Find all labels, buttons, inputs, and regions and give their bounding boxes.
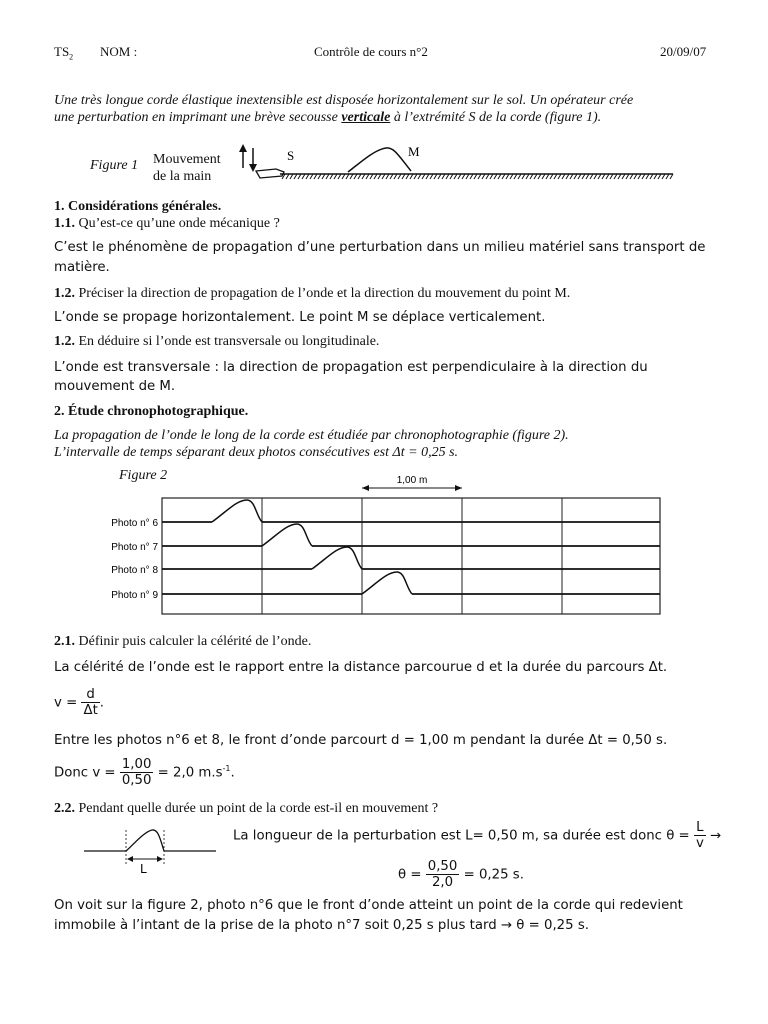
a21-definition: La célérité de l’onde est le rapport entre la distance parcourue d et la durée du parcours Δt. (54, 660, 668, 675)
q12: 1.2. Préciser la direction de propagation de l’onde et la direction du mouvement du point M. (54, 286, 571, 301)
figure1-rope-diagram (236, 142, 676, 188)
q22: 2.2. Pendant quelle durée un point de la corde est-il en mouvement ? (54, 801, 439, 816)
header-class: $TS_2$ (54, 44, 74, 62)
section2-intro-1: La propagation de l’onde le long de la corde est étudiée par chronophotographie (figure 2). (54, 428, 569, 443)
a22-conclusion-1: On voit sur la figure 2, photo n°6 que le front d’onde atteint un point de la corde qui redevient (54, 898, 683, 913)
q22-pulse-diagram (82, 824, 222, 876)
figure2-frame (162, 498, 660, 614)
header-title: Contrôle de cours n°2 (314, 44, 428, 59)
a11-line-2: matière. (54, 260, 110, 275)
figure2-row-label: Photo n° 8 (111, 565, 158, 576)
header-name-label: NOM : (100, 44, 138, 59)
figure2-pulse-8 (312, 547, 362, 569)
figure2-row-label: Photo n° 6 (111, 518, 158, 529)
figure2-pulse-7 (262, 524, 312, 546)
a22-theta: θ = $\frac{0,50}{2,0}$ = 0,25 s. (398, 859, 524, 890)
figure1-pulse (348, 148, 411, 172)
scale-arrow-left-icon (362, 485, 369, 491)
figure2-scale-label: 1,00 m (396, 475, 428, 486)
a21-formula: v = $\frac{d}{\Delta t}$ . (54, 687, 105, 718)
intro-line-1: Une très longue corde élastique inextensible est disposée horizontalement sur le sol. Un opérateur crée (54, 93, 634, 108)
up-down-arrow-icon (239, 144, 257, 172)
intro-line-2: une perturbation en imprimant une brève secousse verticale à l’extrémité S de la corde (figure 1). (54, 110, 602, 125)
figure2-row-label: Photo n° 9 (111, 590, 158, 601)
figure1-caption: Figure 1 (90, 158, 139, 173)
a12: L’onde se propage horizontalement. Le point M se déplace verticalement. (54, 310, 546, 325)
a11-line-1: C’est le phénomène de propagation d’une perturbation dans un milieu matériel sans transport de (54, 240, 706, 255)
scale-arrow-right-icon (455, 485, 462, 491)
hand-icon (256, 169, 284, 178)
figure2-pulse-6 (212, 500, 262, 522)
section2-heading: 2. Étude chronophotographique. (54, 404, 249, 419)
header-date: 20/09/07 (660, 44, 707, 59)
section1-heading: 1. Considérations générales. (54, 199, 222, 214)
figure1-point-s: S (287, 148, 295, 163)
q22-length-label: L (140, 862, 147, 876)
figure2-row-label: Photo n° 7 (111, 542, 158, 553)
a22-conclusion-2: immobile à l’intant de la prise de la photo n°7 soit 0,25 s plus tard → θ = 0,25 s. (54, 918, 589, 933)
figure2-chronophotography (96, 470, 680, 620)
section2-intro-2: L’intervalle de temps séparant deux photos consécutives est Δt = 0,25 s. (54, 445, 459, 460)
q21: 2.1. Définir puis calculer la célérité de l’onde. (54, 634, 312, 649)
figure2-pulse-9 (362, 572, 412, 594)
figure1-hand-label: Mouvement de la main (153, 152, 221, 184)
a12b-line-1: L’onde est transversale : la direction de propagation est perpendiculaire à la direction du (54, 360, 648, 375)
figure1-point-m: M (408, 144, 420, 159)
q12b: 1.2. En déduire si l’onde est transversale ou longitudinale. (54, 334, 380, 349)
a21-measure: Entre les photos n°6 et 8, le front d’onde parcourt d = 1,00 m pendant la durée Δt = 0,50 s. (54, 733, 668, 748)
a21-result: Donc v = $\frac{1,00}{0,50}$ = 2,0 $m.s^{-1}$. (54, 757, 235, 788)
a12b-line-2: mouvement de M. (54, 379, 176, 394)
a22-length: La longueur de la perturbation est L= 0,50 m, sa durée est donc θ = $\frac{L}{v}$ → (233, 820, 722, 851)
q11: 1.1. Qu’est-ce qu’une onde mécanique ? (54, 216, 280, 231)
figure2-caption: Figure 2 (119, 468, 168, 483)
